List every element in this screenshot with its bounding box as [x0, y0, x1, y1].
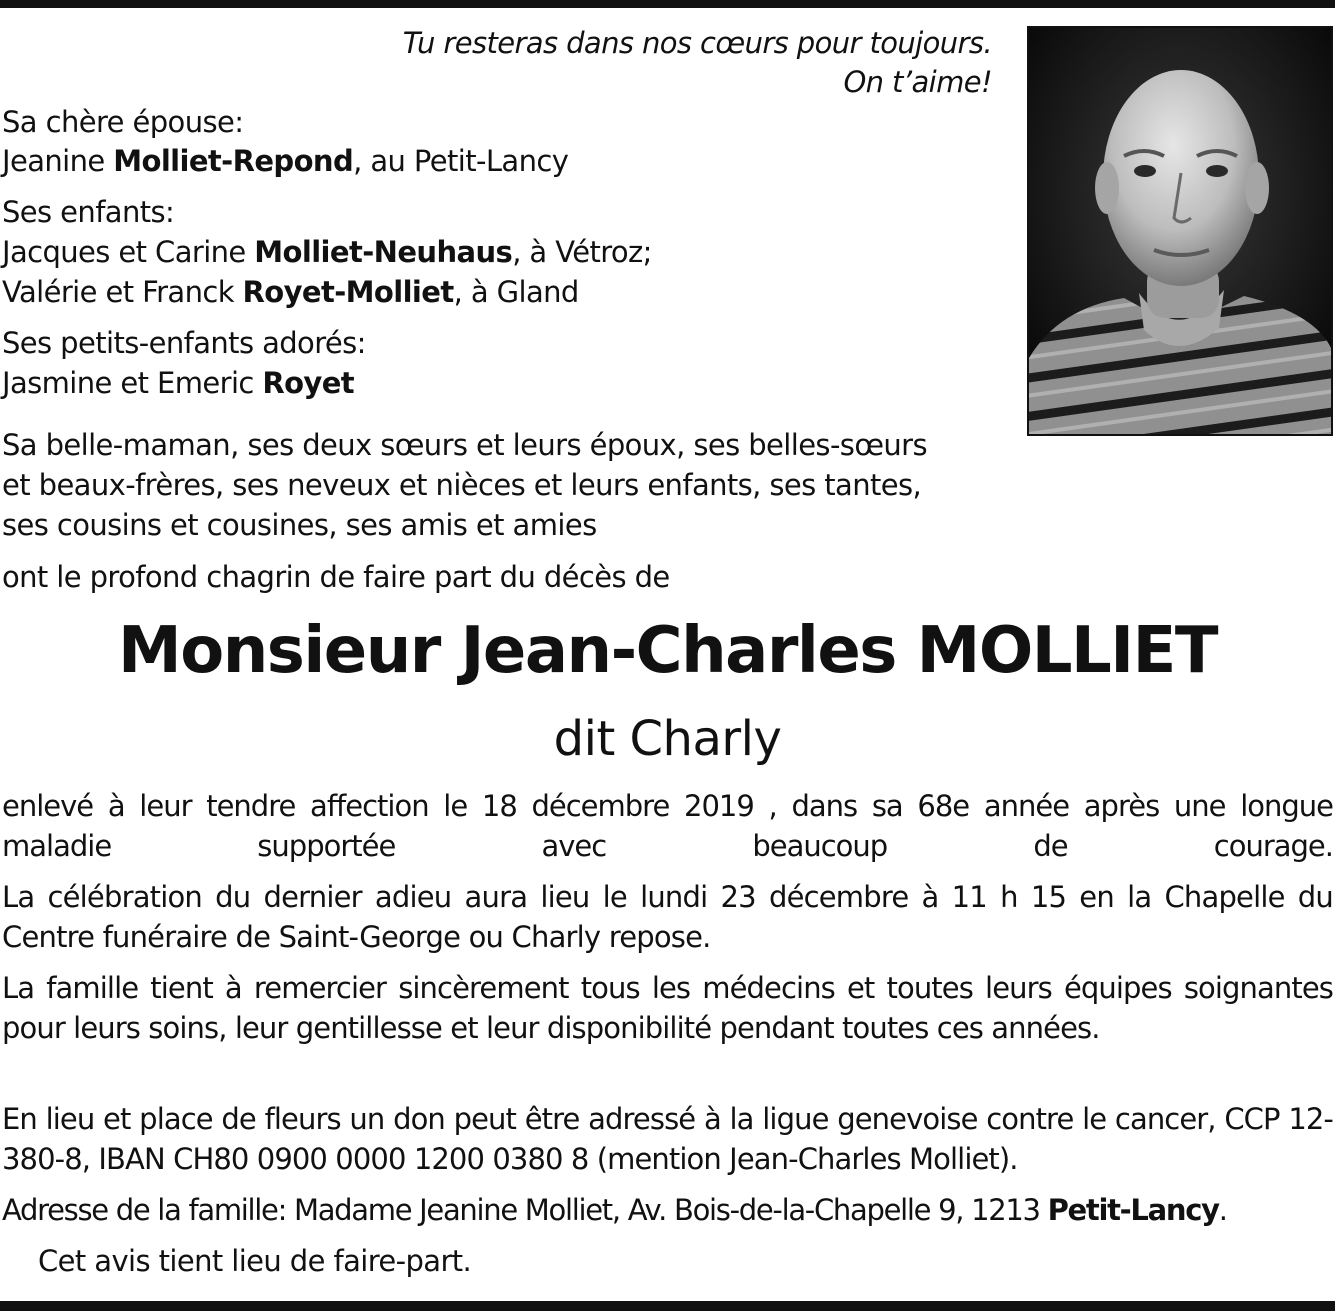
family-line: et beaux-frères, ses neveux et nièces et leurs enfants, ses tantes,	[2, 468, 922, 502]
spouse-entry	[2, 141, 568, 181]
announcement: ont le profond chagrin de faire part du décès de	[2, 560, 670, 594]
children-heading: Ses enfants:	[2, 195, 175, 229]
epitaph-quote	[403, 24, 992, 102]
child-entry	[2, 232, 652, 272]
child-first: Jacques et Carine	[2, 235, 255, 269]
top-rule	[0, 0, 1335, 8]
address-text: Adresse de la famille: Madame Jeanine Molliet, Av. Bois-de-la-Chapelle 9, 1213	[2, 1193, 1048, 1227]
child-surname: Royet-Molliet	[242, 275, 454, 309]
epitaph-line-2: On t’aime!	[843, 65, 992, 99]
portrait-photo	[1027, 26, 1333, 436]
address-end: .	[1218, 1193, 1227, 1227]
bottom-rule	[0, 1301, 1335, 1311]
ceremony-paragraph: La célébration du dernier adieu aura lieu le lundi 23 décembre à 11 h 15 en la Chapelle du Centre funéraire de Saint-George ou Charly repose.	[2, 880, 1333, 954]
address-city: Petit-Lancy	[1047, 1193, 1219, 1227]
child-place: , à Gland	[453, 275, 579, 309]
child-first: Valérie et Franck	[2, 275, 243, 309]
notice-line: Cet avis tient lieu de faire-part.	[38, 1244, 472, 1278]
family-line: Sa belle-maman, ses deux sœurs et leurs époux, ses belles-sœurs	[2, 428, 927, 462]
spouse-heading: Sa chère épouse:	[2, 105, 244, 139]
grandchildren-first: Jasmine et Emeric	[2, 366, 263, 400]
donation-paragraph: En lieu et place de fleurs un don peut être adressé à la ligue genevoise contre le cancer, CCP 12-380-8, IBAN CH80 0900 0000 1200 0380 8 (mention Jean-Charles Molliet).	[2, 1102, 1333, 1176]
death-paragraph: enlevé à leur tendre affection le 18 décembre 2019 , dans sa 68e année après une longue maladie supportée avec beaucoup de courage.	[2, 789, 1333, 863]
thanks-paragraph: La famille tient à remercier sincèrement tous les médecins et toutes leurs équipes soignantes pour leurs soins, leur gentillesse et leur disponibilité pendant toutes ces années.	[2, 971, 1333, 1045]
deceased-alias: dit Charly	[553, 711, 782, 767]
family-line: ses cousins et cousines, ses amis et amies	[2, 508, 597, 542]
child-surname: Molliet-Neuhaus	[254, 235, 513, 269]
spouse-surname: Molliet-Repond	[113, 144, 354, 178]
grandchildren-entry	[2, 363, 354, 403]
grandchildren-surname: Royet	[262, 366, 355, 400]
spouse-place: , au Petit-Lancy	[353, 144, 569, 178]
child-place: , à Vétroz;	[512, 235, 652, 269]
grandchildren-heading: Ses petits-enfants adorés:	[2, 326, 366, 360]
deceased-name: Monsieur Jean-Charles MOLLIET	[118, 614, 1217, 688]
spouse-first: Jeanine	[2, 144, 114, 178]
portrait-illustration	[1029, 28, 1331, 434]
child-entry	[2, 272, 579, 312]
family-address	[2, 1190, 1227, 1230]
epitaph-line-1: Tu resteras dans nos cœurs pour toujours.	[402, 26, 992, 60]
